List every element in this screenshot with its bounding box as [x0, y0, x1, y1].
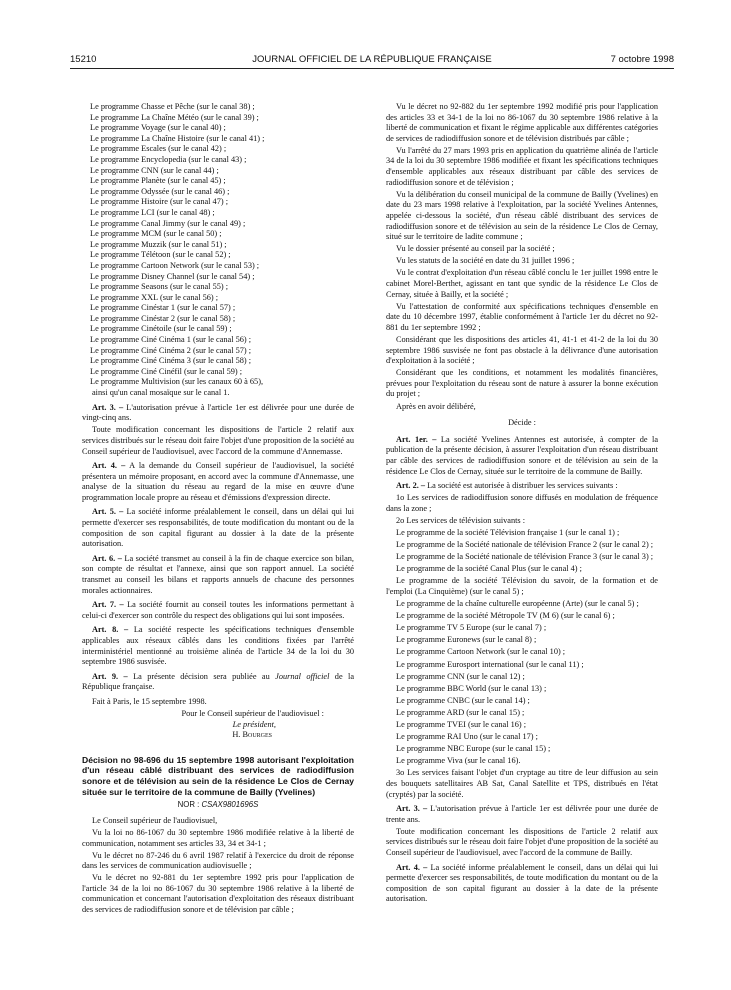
- programme-line: Le programme Seasons (sur le canal 55) ;: [90, 282, 229, 292]
- vu-7: Vu le dossier présenté au conseil par la société ;: [396, 244, 555, 254]
- programme-line: Le programme CNBC (sur le canal 14) ;: [396, 695, 530, 705]
- programme-line: Le programme de la Société nationale de télévision France 3 (sur le canal 3) ;: [396, 552, 654, 562]
- fait-a-paris: Fait à Paris, le 15 septembre 1998.: [92, 696, 207, 706]
- article-5: Art. 5. – La société informe préalablement le conseil, dans un délai qui lui permette d'exercer ses responsabilités, de toute modification du montant ou de la composition de son capital figurant au dossier à la date de la présente autorisation.: [82, 507, 354, 549]
- programme-line: Le programme Ciné Cinéma 2 (sur le canal 57) ;: [90, 345, 252, 355]
- programme-line: Le programme de la société Canal Plus (sur le canal 4) ;: [396, 564, 582, 574]
- programme-line: Le programme CNN (sur le canal 12) ;: [396, 671, 525, 681]
- vu-9: Vu le contrat d'exploitation d'un réseau câblé conclu le 1er juillet 1998 entre le cabinet Morel-Berthet, agissant en tant que syndic de la résidence Le Clos de Cernay, située à Bailly, et la société ;: [386, 268, 658, 299]
- vu-3: Vu le décret no 92-881 du 1er septembre 1992 pris pour l'application de l'article 34 de la loi no 86-1067 du 30 septembre 1986 relative à la liberté de communication et concernant l'autorisation d'exploitation des réseaux distribuant des services de radiodiffusion sonore et de télévision par câble ;: [82, 873, 354, 915]
- article-4-right: Art. 4. – La société informe préalablement le conseil, dans un délai qui lui permette d'exercer ses responsabilités, de toute modification du montant ou de la composition de son capital figurant au dossier à la date de la présente autorisation.: [386, 862, 658, 904]
- programme-line: Le programme Ciné Cinéfil (sur le canal 59) ;: [90, 366, 243, 376]
- programme-line: Le programme LCI (sur le canal 48) ;: [90, 207, 215, 217]
- programme-line: Le programme NBC Europe (sur le canal 15) ;: [396, 744, 551, 754]
- article-4: Art. 4. – A la demande du Conseil supérieur de l'audiovisuel, la société présentera un mémoire proposant, en accord avec la commune d'Annemasse, une analyse de la situation du réseau au regard de la mise en œuvre d'une programmation locale propre au réseau et d'émissions d'expression directe.: [82, 461, 354, 502]
- journal-title: JOURNAL OFFICIEL DE LA RÉPUBLIQUE FRANÇAISE: [252, 54, 492, 65]
- programme-line: Le programme Disney Channel (sur le canal 54) ;: [90, 271, 255, 281]
- programme-line: Le programme Chasse et Pêche (sur le canal 38) ;: [90, 102, 255, 111]
- decision-title: Décision no 98-696 du 15 septembre 1998 autorisant l'exploitation d'un réseau câblé distribuant des services de radiodiffusion sonore et de télévision au sein de la résidence Le Clos de Cernay située sur le territoire de la commune de Bailly (Yvelines): [82, 754, 354, 797]
- considerant-1: Considérant que les dispositions des articles 41, 41-1 et 41-2 de la loi du 30 septembre 1986 susvisée ne font pas obstacle à la délivrance d'une autorisation d'exploitation à la société ;: [386, 334, 658, 366]
- article-2: Art. 2. – La société est autorisée à distribuer les services suivants :: [396, 481, 618, 491]
- programme-line: Le programme Cartoon Network (sur le canal 10) ;: [396, 647, 566, 657]
- programme-line: Le programme Histoire (sur le canal 47) ;: [90, 197, 229, 207]
- programme-line: Le programme de la chaîne culturelle européenne (Arte) (sur le canal 5) ;: [396, 599, 639, 609]
- header-rule: [70, 68, 674, 69]
- programme-line: Le programme Planète (sur le canal 45) ;: [90, 176, 226, 186]
- programme-line: Le programme Ciné Cinéma 3 (sur le canal 58) ;: [90, 356, 252, 366]
- programme-list: [82, 102, 354, 388]
- article-9: Art. 9. – La présente décision sera publiée au Journal officiel de la République française.: [82, 671, 354, 692]
- programme-line: Le programme Eurosport international (sur le canal 11) ;: [396, 659, 584, 669]
- programme-line: Le programme ARD (sur le canal 15) ;: [396, 707, 525, 717]
- considerant-2: Considérant que les conditions, et notamment les modalités financières, prévues pour l'exploitation du réseau sont de nature à assurer la bonne exécution du projet ;: [386, 368, 658, 399]
- programme-line: Le programme Cinétoile (sur le canal 59) ;: [90, 324, 232, 334]
- programme-line: Le programme CNN (sur le canal 44) ;: [90, 165, 219, 175]
- decide-heading: Décide :: [508, 418, 536, 428]
- vu-1: Vu la loi no 86-1067 du 30 septembre 1986 modifiée relative à la liberté de communication, notamment ses articles 33, 34 et 34-1 ;: [82, 827, 354, 848]
- page-number: 15210: [70, 54, 97, 65]
- left-column: [82, 102, 354, 982]
- programme-line: Le programme de la Société nationale de télévision France 2 (sur le canal 2) ;: [396, 540, 654, 550]
- programme-line: Le programme Encyclopedia (sur le canal 43) ;: [90, 154, 247, 164]
- programme-line: Le programme Escales (sur le canal 42) ;: [90, 144, 227, 154]
- vu-10: Vu l'attestation de conformité aux spécifications techniques d'ensemble en date du 10 décembre 1997, établie conformément à l'article 1er du décret no 92-881 du 1er septembre 1992 ;: [386, 301, 658, 332]
- vu-4: Vu le décret no 92-882 du 1er septembre 1992 modifié pris pour l'application des articles 33 et 34-1 de la loi no 86-1067 du 30 septembre 1986 relative à la liberté de communication et fixant le régime applicable aux différentes catégories de services de radiodiffusion sonore et de télévision distribués par câble ;: [386, 102, 658, 143]
- programme-line: Le programme Multivision (sur les canaux 60 à 65),: [90, 377, 264, 387]
- signature-role: Le président,: [232, 719, 276, 729]
- article-7: Art. 7. – La société fournit au conseil toutes les informations permettant à celui-ci d'exercer son contrôle du respect des obligations qui lui sont imposées.: [82, 600, 354, 620]
- vu-6: Vu la délibération du conseil municipal de la commune de Bailly (Yvelines) en date du 23 mars 1998 relative à l'exploitation, par la société Yvelines Antennes, appelée ci-dessous la société, d'un réseau câblé distribuant des services de radiodiffusion sonore et de télévision au sein de la résidence Le Clos de Cernay, situé sur le territoire de ladite commune ;: [386, 189, 658, 242]
- article-6: Art. 6. – La société transmet au conseil à la fin de chaque exercice son bilan, son compte de résultat et l'annexe, ainsi que son rapport annuel. La société transmet au conseil les bilans et rapports annuels de chacune des personnes morales actionnaires.: [82, 553, 354, 595]
- programme-line: Le programme La Chaîne Météo (sur le canal 39) ;: [90, 112, 259, 122]
- programme-line: Le programme Cinéstar 2 (sur le canal 58) ;: [90, 313, 236, 323]
- programme-line: Le programme Euronews (sur le canal 8) ;: [396, 635, 537, 645]
- programme-line: Le programme Cartoon Network (sur le canal 53) ;: [90, 260, 260, 270]
- programme-line: Le programme de la société Télévision française 1 (sur le canal 1) ;: [396, 527, 620, 537]
- programme-line: Le programme Muzzik (sur le canal 51) ;: [90, 239, 227, 249]
- programme-line: Le programme de la société Métropole TV (M 6) (sur le canal 6) ;: [396, 611, 615, 621]
- article-3: Art. 3. – L'autorisation prévue à l'article 1er est délivrée pour une durée de vingt-cinq ans.: [82, 402, 354, 423]
- programme-line: Le programme MCM (sur le canal 50) ;: [90, 229, 222, 239]
- vu-8: Vu les statuts de la société en date du 31 juillet 1996 ;: [396, 256, 575, 266]
- programme-line: Le programme La Chaîne Histoire (sur le canal 41) ;: [90, 133, 265, 143]
- signature-name: H. Bourges: [232, 730, 272, 740]
- programme-line: Le programme Ciné Cinéma 1 (sur le canal 56) ;: [90, 335, 252, 345]
- right-column: [386, 102, 658, 982]
- programme-line: Le programme Cinéstar 1 (sur le canal 57) ;: [90, 303, 236, 313]
- item-1: 1o Les services de radiodiffusion sonore diffusés en modulation de fréquence dans la zone ;: [386, 493, 658, 513]
- issue-date: 7 octobre 1998: [610, 54, 674, 65]
- programme-line: Le programme XXL (sur le canal 56) ;: [90, 292, 219, 302]
- signature-org: Pour le Conseil supérieur de l'audiovisuel :: [181, 709, 324, 719]
- vu-2: Vu le décret no 87-246 du 6 avril 1987 relatif à l'exercice du droit de réponse dans les services de communication audiovisuelle ;: [82, 850, 354, 871]
- programme-line: Le programme de la société Télévision du savoir, de la formation et de l'emploi (La Cinquième) (sur le canal 5) ;: [386, 576, 658, 596]
- item-3: 3o Les services faisant l'objet d'un cryptage au titre de leur diffusion au sein des bouquets satellitaires AB Sat, Canal Satellite et TPS, distribués en l'état (cryptés) par la société.: [386, 768, 658, 799]
- nor-reference: NOR : CSAX9801696S: [177, 800, 259, 810]
- programme-line: Le programme BBC World (sur le canal 13) ;: [396, 683, 547, 693]
- programme-line: Le programme TV 5 Europe (sur le canal 7) ;: [396, 623, 547, 633]
- conseil-line: Le Conseil supérieur de l'audiovisuel,: [92, 815, 218, 825]
- page-header: [70, 54, 674, 68]
- programme-line: Le programme Viva (sur le canal 16).: [396, 756, 521, 766]
- programme-line: Le programme Voyage (sur le canal 40) ;: [90, 123, 226, 133]
- programme-line: Le programme TVEI (sur le canal 16) ;: [396, 719, 527, 729]
- programme-line: Le programme Télétoon (sur le canal 52) ;: [90, 250, 231, 260]
- article-3-para-2: Toute modification concernant les dispositions de l'article 2 relatif aux services distribués sur le réseau doit faire l'objet d'une proposition de la société au Conseil supérieur de l'audiovisuel, avec l'accord de la commune d'Annemasse.: [82, 425, 354, 456]
- programme-line: Le programme RAI Uno (sur le canal 17) ;: [396, 732, 538, 742]
- article-3-right: Art. 3. – L'autorisation prévue à l'article 1er est délivrée pour une durée de trente ans.: [386, 804, 658, 824]
- item-2: 2o Les services de télévision suivants :: [396, 515, 526, 525]
- apres-deliberation: Après en avoir délibéré,: [396, 401, 476, 411]
- programme-line: Le programme Canal Jimmy (sur le canal 49) ;: [90, 218, 246, 228]
- programme-list-end: ainsi qu'un canal mosaïque sur le canal 1.: [92, 388, 230, 398]
- vu-5: Vu l'arrêté du 27 mars 1993 pris en application du quatrième alinéa de l'article 34 de la loi du 30 septembre 1986 modifiée et fixant les spécifications techniques d'ensemble applicables aux réseaux distribuant par câble des services de radiodiffusion sonore et de télévision ;: [386, 145, 658, 187]
- article-1: Art. 1er. – La société Yvelines Antennes est autorisée, à compter de la publication de la présente décision, à assurer l'exploitation d'un réseau distribuant par câble des services de radiodiffusion sonore et de télévision au sein de la résidence Le Clos de Cernay, située sur le territoire de la commune de Bailly.: [386, 434, 658, 476]
- article-8: Art. 8. – La société respecte les spécifications techniques d'ensemble applicables aux réseaux câblés dans les conditions fixées par l'arrêté interministériel mentionné au troisième alinéa de l'article 34 de la loi du 30 septembre 1986 susvisée.: [82, 625, 354, 667]
- article-3-right-para-2: Toute modification concernant les dispositions de l'article 2 relatif aux services distribués sur le réseau doit faire l'objet d'une proposition de la société au Conseil supérieur de l'audiovisuel, avec l'accord de la commune de Bailly.: [386, 826, 658, 857]
- tv-programme-list: [386, 528, 658, 767]
- programme-line: Le programme Odyssée (sur le canal 46) ;: [90, 186, 230, 196]
